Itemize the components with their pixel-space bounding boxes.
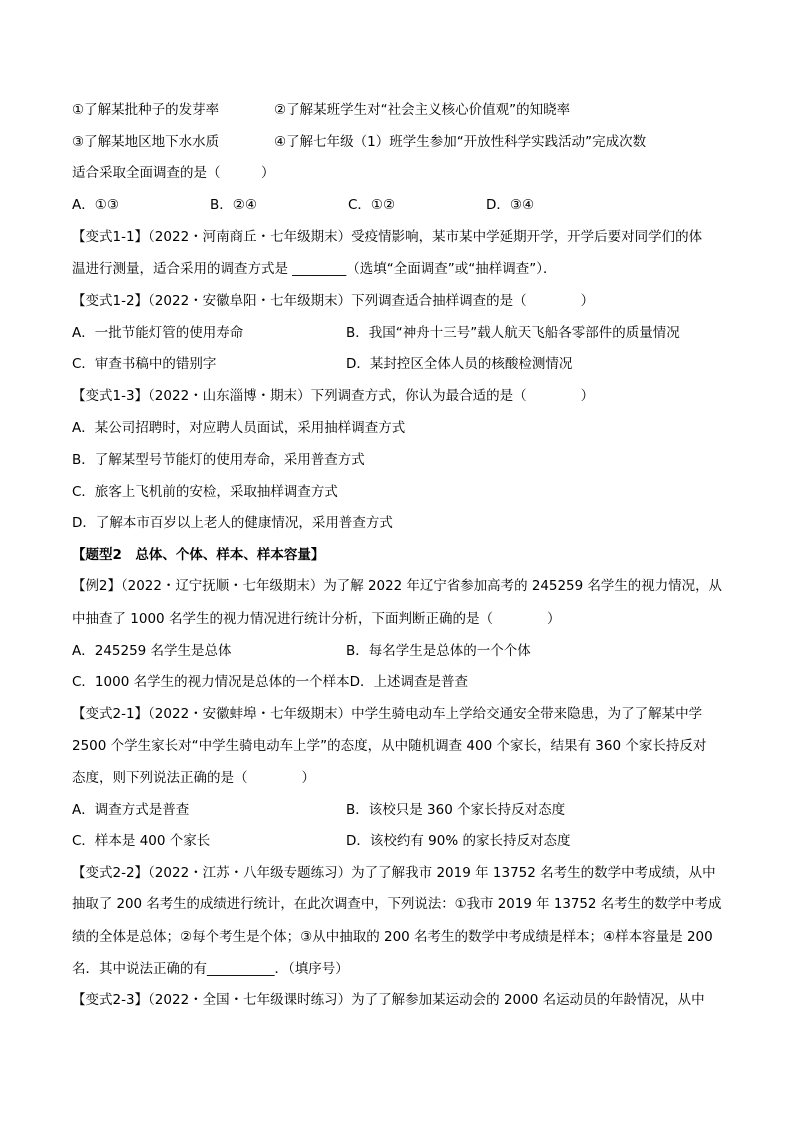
variant-2-2-line-4: 名．其中说法正确的有__________．（填序号） <box>72 961 349 977</box>
choice-b: B．②④ <box>210 197 257 213</box>
question-stem: 适合采取全面调查的是（ ） <box>72 165 275 181</box>
choice-d: D．该校约有 90% 的家长持反对态度 <box>346 833 571 849</box>
variant-2-2-line-2: 抽取了 200 名考生的成绩进行统计，在此次调查中，下列说法：①我市 2019 年 13752 名考生的数学中考成 <box>72 897 722 912</box>
variant-1-2-choices-ab <box>72 324 680 342</box>
answer-choices-row <box>72 196 535 214</box>
choice-a: A．一批节能灯管的使用寿命 <box>72 325 244 341</box>
choice-d: D．某封控区全体人员的核酸检测情况 <box>346 356 573 372</box>
choice-d: D．③④ <box>486 197 535 213</box>
example-2-line-2: 中抽查了 1000 名学生的视力情况进行统计分析，下面判断正确的是（ ） <box>72 611 561 627</box>
option-1: ①了解某批种子的发芽率 <box>72 102 220 118</box>
choice-c: C．①② <box>348 197 396 213</box>
variant-2-3-line-1: 【变式2-3】（2022・全国・七年级课时练习）为了了解参加某运动会的 2000 名运动员的年龄情况，从中 <box>72 992 705 1008</box>
variant-1-2-choices-cd <box>72 355 573 373</box>
choice-b: B．该校只是 360 个家长持反对态度 <box>346 802 566 818</box>
variant-1-3-stem: 【变式1-3】（2022・山东淄博・期末）下列调查方式，你认为最合适的是（ ） <box>72 388 595 404</box>
example-2-choices-cd: C．1000 名学生的视力情况是总体的一个样本D．上述调查是普查 <box>72 674 468 690</box>
variant-1-3-choice-c: C．旅客上飞机前的安检，采取抽样调查方式 <box>72 484 338 500</box>
section-heading-type-2: 【题型2 总体、个体、样本、样本容量】 <box>72 547 325 563</box>
choice-b: B．我国“神舟十三号”载人航天飞船各零部件的质量情况 <box>346 325 680 341</box>
option-line-1 <box>72 101 571 119</box>
variant-2-1-line-2: 2500 个学生家长对“中学生骑电动车上学”的态度，从中随机调查 400 个家长，结果有 360 个家长持反对 <box>72 738 707 754</box>
option-2: ②了解某班学生对“社会主义核心价值观”的知晓率 <box>274 102 571 118</box>
variant-2-1-choices-cd <box>72 832 571 850</box>
variant-2-2-line-1: 【变式2-2】（2022・江苏・八年级专题练习）为了了解我市 2019 年 13752 名考生的数学中考成绩，从中 <box>72 865 716 881</box>
option-3: ③了解某地区地下水水质 <box>72 134 220 150</box>
option-line-2 <box>72 133 647 151</box>
example-2-line-1: 【例2】（2022・辽宁抚顺・七年级期末）为了解 2022 年辽宁省参加高考的 245259 名学生的视力情况，从 <box>72 579 722 594</box>
variant-2-2-line-3: 绩的全体是总体；②每个考生是个体；③从中抽取的 200 名考生的数学中考成绩是样本；④样本容量是 200 <box>72 929 713 945</box>
choice-c: C．审查书稿中的错别字 <box>72 356 217 372</box>
variant-1-2-stem: 【变式1-2】（2022・安徽阜阳・七年级期末）下列调查适合抽样调查的是（ ） <box>72 293 595 309</box>
variant-2-1-line-1: 【变式2-1】（2022・安徽蚌埠・七年级期末）中学生骑电动车上学给交通安全带来隐患，为了了解某中学 <box>72 706 703 722</box>
variant-1-3-choice-d: D．了解本市百岁以上老人的健康情况，采用普查方式 <box>72 515 393 531</box>
choice-a: A．①③ <box>72 197 119 213</box>
choice-a: A．调查方式是普查 <box>72 802 190 818</box>
choice-b: B．每名学生是总体的一个个体 <box>346 643 531 659</box>
variant-2-1-choices-ab <box>72 801 566 819</box>
variant-2-1-line-3: 态度，则下列说法正确的是（ ） <box>72 770 315 786</box>
choice-c: C．样本是 400 个家长 <box>72 833 211 849</box>
variant-1-1-line-2: 温进行测量，适合采用的调查方式是 ________（选填“全面调查”或“抽样调查”）． <box>72 261 557 277</box>
variant-1-1-line-1: 【变式1-1】（2022・河南商丘・七年级期末）受疫情影响，某市某中学延期开学，开学后要对同学们的体 <box>72 229 703 245</box>
example-2-choices-ab <box>72 642 531 660</box>
option-4: ④了解七年级（1）班学生参加“开放性科学实践活动”完成次数 <box>274 134 647 150</box>
variant-1-3-choice-b: B．了解某型号节能灯的使用寿命，采用普查方式 <box>72 452 365 468</box>
variant-1-3-choice-a: A．某公司招聘时，对应聘人员面试，采用抽样调查方式 <box>72 420 406 436</box>
choice-a: A．245259 名学生是总体 <box>72 643 232 659</box>
